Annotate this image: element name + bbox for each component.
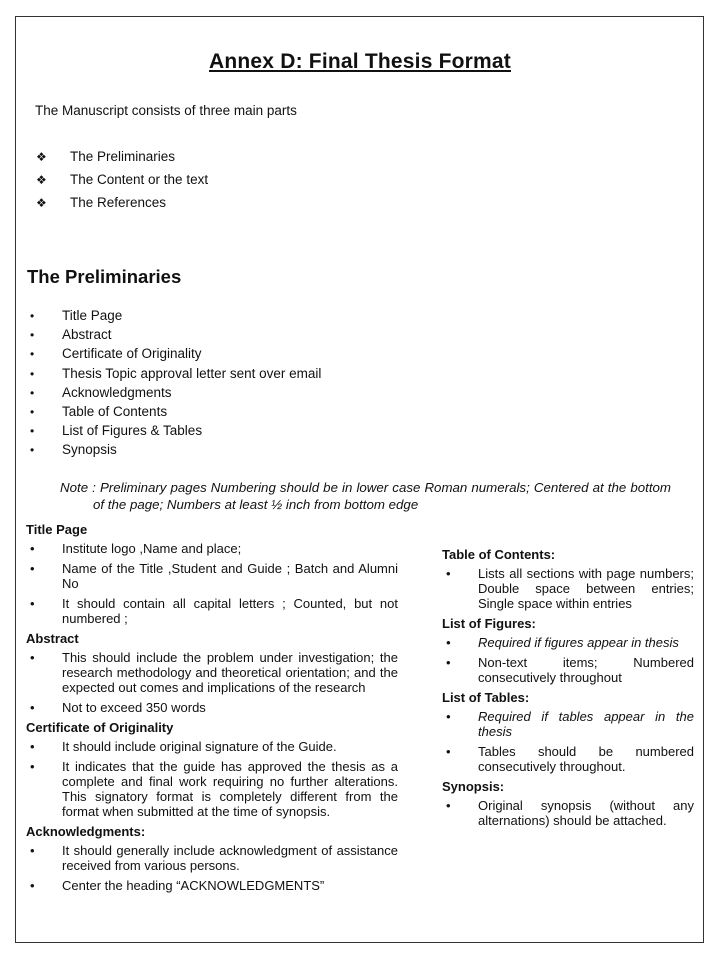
diamond-bullet-icon: ❖ bbox=[36, 196, 47, 210]
right-column bbox=[442, 547, 694, 833]
bullet-icon: • bbox=[30, 366, 35, 381]
acknowledgments-heading: Acknowledgments: bbox=[26, 824, 146, 839]
list-item: • Tables should be numbered consecutively throughout. bbox=[446, 744, 694, 774]
bullet-icon: • bbox=[30, 424, 35, 439]
figures-heading: List of Figures: bbox=[442, 616, 536, 631]
bullet-icon: • bbox=[30, 443, 35, 458]
bullet-icon: • bbox=[446, 635, 451, 650]
synopsis-heading: Synopsis: bbox=[442, 779, 505, 794]
list-item: • It should include original signature of the Guide. bbox=[30, 739, 337, 754]
bullet-icon: • bbox=[30, 596, 35, 611]
list-item: • Non-text items; Numbered consecutively throughout bbox=[446, 655, 694, 685]
list-item: • It should contain all capital letters ; Counted, but not numbered ; bbox=[30, 596, 398, 626]
bullet-icon: • bbox=[30, 561, 35, 576]
list-item: • Acknowledgments bbox=[30, 384, 172, 400]
list-item: • Name of the Title ,Student and Guide ; Batch and Alumni No bbox=[30, 561, 398, 591]
bullet-icon: • bbox=[30, 700, 35, 715]
bullet-icon: • bbox=[446, 709, 451, 724]
bullet-icon: • bbox=[446, 566, 451, 581]
list-item: • Certificate of Originality bbox=[30, 346, 202, 362]
list-item: ❖ The References bbox=[36, 193, 208, 216]
bullet-icon: • bbox=[446, 744, 451, 759]
bullet-icon: • bbox=[30, 878, 35, 893]
list-item: • This should include the problem under investigation; the research methodology and theoretical orientation; and the expected out comes and implications of the research bbox=[30, 650, 398, 695]
bullet-icon: • bbox=[30, 759, 35, 774]
list-item: • Original synopsis (without any alternations) should be attached. bbox=[446, 798, 694, 828]
main-parts-list bbox=[36, 147, 208, 216]
abstract-list bbox=[26, 650, 398, 715]
diamond-bullet-icon: ❖ bbox=[36, 150, 47, 164]
title-page-heading: Title Page bbox=[26, 522, 88, 537]
bullet-icon: • bbox=[30, 739, 35, 754]
list-item: • Required if figures appear in thesis bbox=[446, 635, 679, 650]
acknowledgments-list bbox=[26, 843, 398, 893]
list-item: • Not to exceed 350 words bbox=[30, 700, 206, 715]
list-item: • Thesis Topic approval letter sent over email bbox=[30, 365, 322, 381]
bullet-icon: • bbox=[446, 655, 451, 670]
bullet-icon: • bbox=[30, 843, 35, 858]
numbering-note bbox=[27, 479, 671, 513]
toc-list bbox=[442, 566, 694, 611]
preliminaries-list bbox=[30, 307, 321, 461]
list-item: • Institute logo ,Name and place; bbox=[30, 541, 242, 556]
certificate-heading: Certificate of Originality bbox=[26, 720, 174, 735]
bullet-icon: • bbox=[30, 650, 35, 665]
list-item: • Abstract bbox=[30, 327, 112, 343]
list-item: ❖ The Preliminaries bbox=[36, 147, 208, 170]
list-item: • Synopsis bbox=[30, 442, 117, 458]
synopsis-list bbox=[442, 798, 694, 828]
abstract-heading: Abstract bbox=[26, 631, 79, 646]
intro-text: The Manuscript consists of three main parts bbox=[35, 103, 297, 118]
left-column bbox=[26, 522, 398, 898]
bullet-icon: • bbox=[30, 385, 35, 400]
figures-list bbox=[442, 635, 694, 685]
bullet-icon: • bbox=[446, 798, 451, 813]
title-page-list bbox=[26, 541, 398, 626]
list-item: • It should generally include acknowledgment of assistance received from various persons. bbox=[30, 843, 398, 873]
bullet-icon: • bbox=[30, 404, 35, 419]
note-text: : Preliminary pages Numbering should be in lower case Roman numerals; Centered at the bottom of the page; Numbers at least ½ inch from bottom edge bbox=[92, 480, 671, 512]
note-label: Note bbox=[60, 480, 89, 495]
diamond-bullet-icon: ❖ bbox=[36, 173, 47, 187]
list-item: • Lists all sections with page numbers; Double space between entries; Single space within entries bbox=[446, 566, 694, 611]
bullet-icon: • bbox=[30, 347, 35, 362]
toc-heading: Table of Contents: bbox=[442, 547, 556, 562]
bullet-icon: • bbox=[30, 309, 35, 323]
page-title: Annex D: Final Thesis Format bbox=[209, 50, 511, 73]
list-item: • Center the heading “ACKNOWLEDGMENTS” bbox=[30, 878, 325, 893]
certificate-list bbox=[26, 739, 398, 819]
bullet-icon: • bbox=[30, 328, 35, 343]
tables-heading: List of Tables: bbox=[442, 690, 530, 705]
list-item: • It indicates that the guide has approved the thesis as a complete and final work requiring no further alterations. This signatory format is completely different from the format when submitted at the time of synopsis. bbox=[30, 759, 398, 819]
list-item: • Table of Contents bbox=[30, 403, 168, 419]
list-item: • List of Figures & Tables bbox=[30, 423, 203, 439]
bullet-icon: • bbox=[30, 541, 35, 556]
list-item: • Title Page bbox=[30, 308, 123, 323]
preliminaries-heading: The Preliminaries bbox=[27, 266, 182, 287]
tables-list bbox=[442, 709, 694, 774]
list-item: ❖ The Content or the text bbox=[36, 170, 208, 193]
list-item: • Required if tables appear in the thesis bbox=[446, 709, 694, 739]
